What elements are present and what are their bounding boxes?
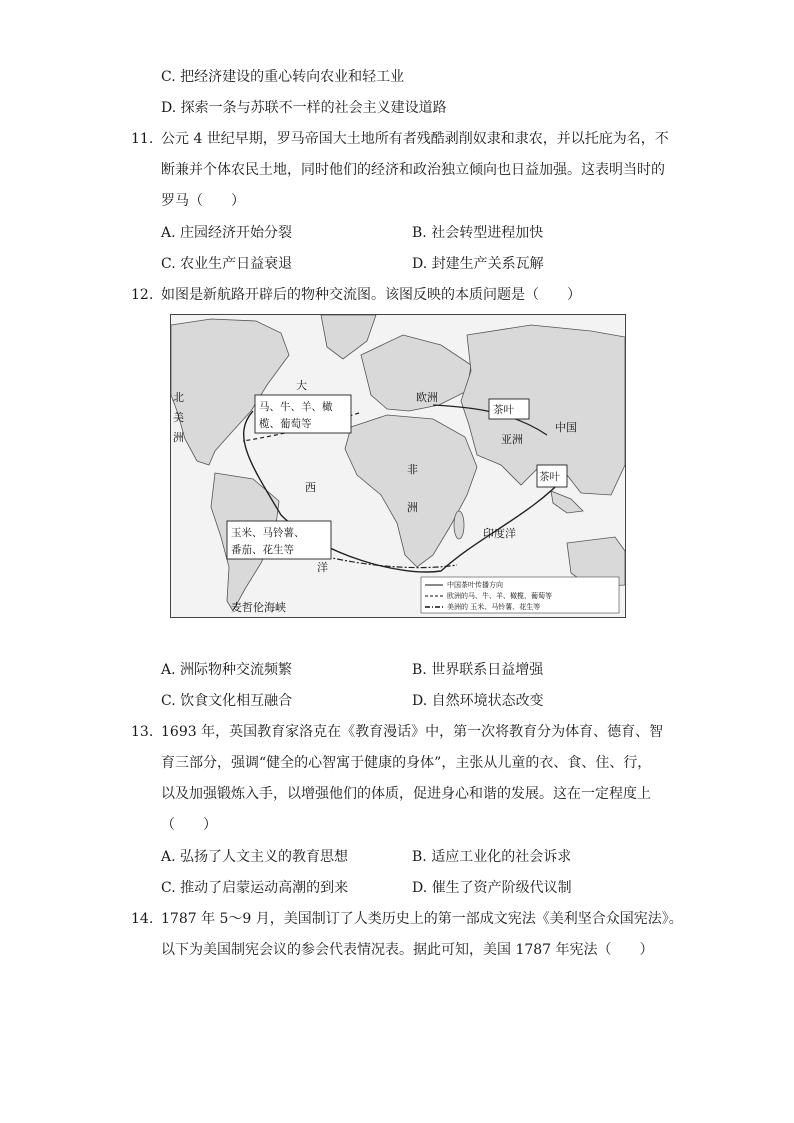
label-yang: 洋 <box>317 561 328 574</box>
q12-option-c: C. 饮食文化相互融合 <box>161 693 293 709</box>
q13-option-b: B. 适应工业化的社会诉求 <box>412 849 572 865</box>
q12-stem-line1: 如图是新航路开辟后的物种交流图。该图反映的本质问题是（ ） <box>161 287 581 303</box>
box-livestock-line1: 马、牛、羊、橄 <box>259 401 333 413</box>
q11-option-c: C. 农业生产日益衰退 <box>161 256 293 272</box>
label-da: 大 <box>296 379 307 392</box>
q11-option-b: B. 社会转型进程加快 <box>412 225 544 241</box>
label-fei-zhou: 洲 <box>407 501 418 514</box>
q12-option-a: A. 洲际物种交流频繁 <box>161 662 293 678</box>
label-north: 北 <box>173 391 184 404</box>
box-crops-line1: 玉米、马铃薯、 <box>231 527 305 539</box>
q10-option-c: C. 把经济建设的重心转向农业和轻工业 <box>161 69 405 85</box>
q13-stem-line3: 以及加强锻炼入手，以增强他们的体质，促进身心和谐的发展。这在一定程度上 <box>161 786 651 802</box>
q13-stem-line4: （ ） <box>161 817 217 833</box>
label-magellan-strait: 麦哲伦海峡 <box>231 601 286 614</box>
legend-livestock: 欧洲的马、牛、羊、橄榄、葡萄等 <box>447 592 552 600</box>
q12-option-d: D. 自然环境状态改变 <box>412 693 544 709</box>
q11-number: 11. <box>131 131 154 147</box>
label-continent: 洲 <box>173 431 184 444</box>
q13-stem-line1: 1693 年，英国教育家洛克在《教育漫话》中，第一次将教育分为体育、德育、智 <box>161 724 664 740</box>
species-exchange-map <box>170 314 626 618</box>
q13-number: 13. <box>131 724 154 740</box>
box-tea-south: 茶叶 <box>539 471 560 483</box>
q13-stem-line2: 育三部分，强调“健全的心智寓于健康的身体”，主张从儿童的衣、食、住、行， <box>161 755 652 771</box>
q11-option-a: A. 庄园经济开始分裂 <box>161 225 293 241</box>
box-crops-line2: 番茄、花生等 <box>231 544 294 556</box>
label-xi: 西 <box>305 481 316 494</box>
q12-option-b: B. 世界联系日益增强 <box>412 662 544 678</box>
madagascar-landmass <box>454 511 464 539</box>
q10-option-d: D. 探索一条与苏联不一样的社会主义建设道路 <box>161 100 447 116</box>
legend-crops: 美洲的 玉米、马铃薯、花生等 <box>447 603 541 611</box>
q11-option-d: D. 封建生产关系瓦解 <box>412 256 544 272</box>
q11-stem-line2: 断兼并个体农民土地，同时他们的经济和政治独立倾向也日益加强。这表明当时的 <box>161 162 665 178</box>
label-china: 中国 <box>555 421 577 434</box>
label-fei: 非 <box>407 463 418 476</box>
q13-option-d: D. 催生了资产阶级代议制 <box>412 880 572 896</box>
box-livestock-line2: 榄、葡萄等 <box>259 418 312 430</box>
q14-number: 14. <box>131 911 154 927</box>
legend-tea: 中国茶叶传播方向 <box>447 581 503 589</box>
q11-stem-line1: 公元 4 世纪早期，罗马帝国大土地所有者残酷剥削奴隶和隶农，并以托庇为名，不 <box>161 131 669 147</box>
label-europe: 欧洲 <box>416 391 438 404</box>
q14-stem-line1: 1787 年 5～9 月，美国制订了人类历史上的第一部成文宪法《美利坚合众国宪法》。 <box>161 911 683 927</box>
q13-option-c: C. 推动了启蒙运动高潮的到来 <box>161 880 349 896</box>
q11-stem-line3: 罗马（ ） <box>161 193 245 209</box>
label-america: 美 <box>173 411 184 424</box>
q14-stem-line2: 以下为美国制宪会议的参会代表情况表。据此可知，美国 1787 年宪法（ ） <box>161 942 654 958</box>
label-indian-ocean: 印度洋 <box>483 527 516 540</box>
world-map-figure <box>171 315 625 617</box>
q12-number: 12. <box>131 287 154 303</box>
q13-option-a: A. 弘扬了人文主义的教育思想 <box>161 849 349 865</box>
box-tea-top: 茶叶 <box>493 404 514 416</box>
label-asia: 亚洲 <box>501 433 523 446</box>
